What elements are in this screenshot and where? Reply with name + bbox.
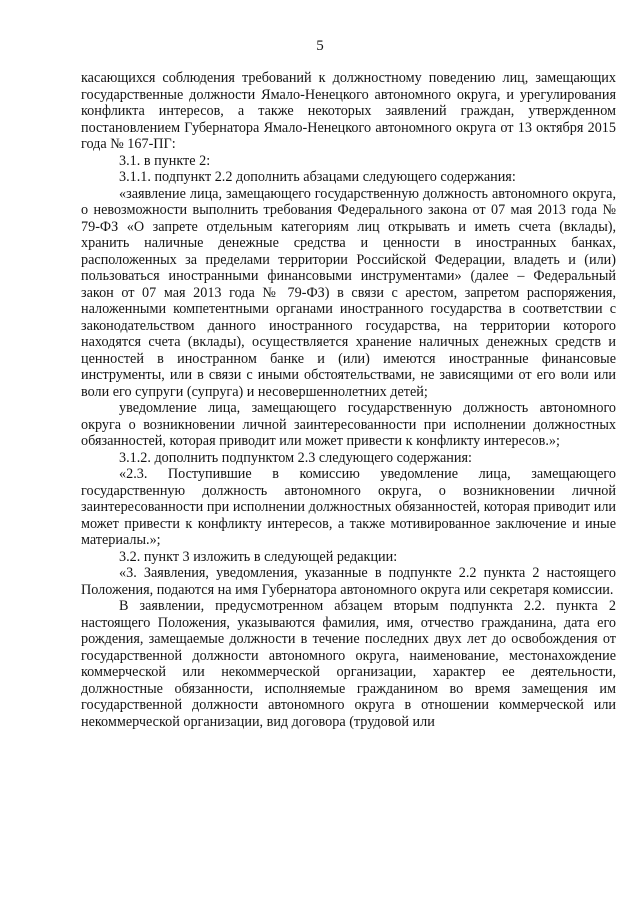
paragraph-statement-quote: «заявление лица, замещающего государственную должность автономного округа, о невозможности выполнить требования Федерального закона от 07 мая 2013 года № 79-ФЗ «О запрете отдельным категориям лиц открывать и иметь счета (вклады), хранить наличные денежные средства и ценности в иностранных банках, расположенных за пределами территории Российской Федерации, владеть и (или) пользоваться иностранными финансовыми инструментами» (далее – Федеральный закон от 07 мая 2013 года № 79-ФЗ) в связи с арестом, запретом распоряжения, наложенными компетентными органами иностранного государства в соответствии с законодательством данного иностранного государства, на территории которого находятся счета (вклады), осуществляется хранение наличных денежных средств и ценностей в иностранном банке и (или) имеются иностранные финансовые инструменты, или в связи с иными обстоятельствами, не зависящими от его воли или воли его супруги (супруга) и несовершеннолетних детей; — [81, 185, 616, 400]
paragraph-item-3-2: 3.2. пункт 3 изложить в следующей редакции: — [119, 548, 398, 565]
paragraph-notification: уведомление лица, замещающего государственную должность автономного округа о возникновении личной заинтересованности при исполнении должностных обязанностей, которая приводит или может привести к конфликту интересов.»; — [81, 400, 616, 449]
paragraph-statement-details: В заявлении, предусмотренном абзацем вторым подпункта 2.2. пункта 2 настоящего Положения, указываются фамилия, имя, отчество гражданина, дата его рождения, замещаемые должности в течение последних двух лет до освобождения от государственной должности автономного округа, наименование, местонахождение коммерческой или некоммерческой организации, характер ее деятельности, должностные обязанности, исполняемые гражданином во время замещения им государственной должности автономного округа в отношении коммерческой или некоммерческой организации, вид договора (трудовой или — [81, 598, 616, 730]
page-number: 5 — [316, 38, 324, 54]
paragraph-item-3-1-1: 3.1.1. подпункт 2.2 дополнить абзацами следующего содержания: — [119, 169, 516, 185]
document-body — [81, 70, 616, 730]
paragraph-subitem-2-3: «2.3. Поступившие в комиссию уведомление лица, замещающего государственную должность автономного округа, о возникновении личной заинтересованности при исполнении должностных обязанностей, которая приводит или может привести к конфликту интересов, а также мотивированное заключение и иные материалы.»; — [81, 466, 616, 548]
paragraph-item-3-1-2: 3.1.2. дополнить подпунктом 2.3 следующего содержания: — [119, 449, 472, 466]
paragraph-item-3-1: 3.1. в пункте 2: — [119, 152, 211, 169]
paragraph-point-3: «3. Заявления, уведомления, указанные в подпункте 2.2 пункта 2 настоящего Положения, подаются на имя Губернатора автономного округа или секретаря комиссии. — [81, 565, 616, 598]
paragraph-continuation: касающихся соблюдения требований к должностному поведению лиц, замещающих государственные должности Ямало-Ненецкого автономного округа, и урегулирования конфликта интересов, а также некоторых заявлений граждан, утвержденном постановлением Губернатора Ямало-Ненецкого автономного округа от 13 октября 2015 года № 167-ПГ: — [81, 70, 616, 152]
